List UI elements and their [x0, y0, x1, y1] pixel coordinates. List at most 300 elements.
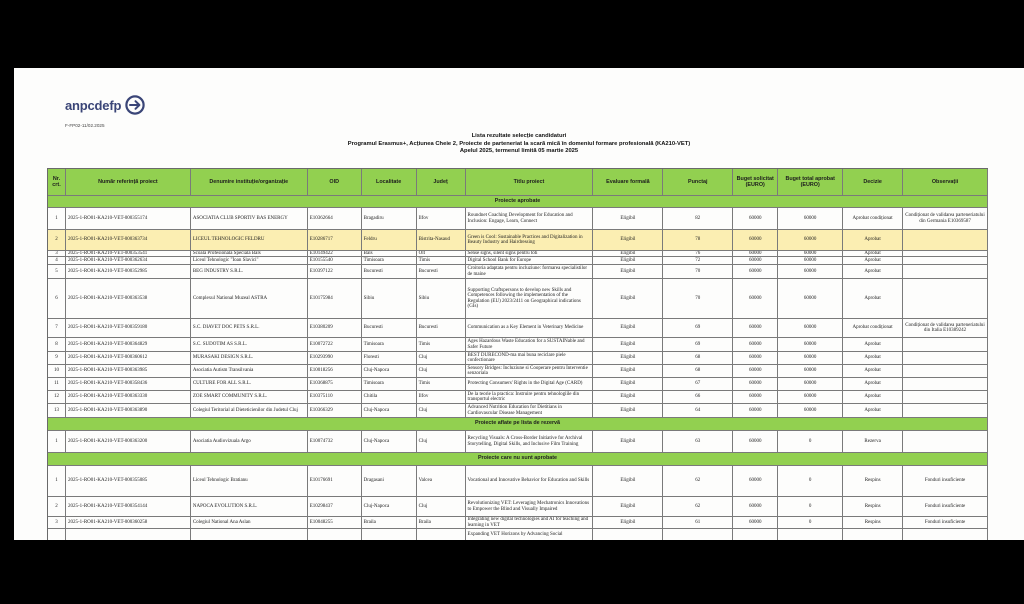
column-header-label: Județ: [433, 179, 448, 185]
cell-text: Eligibil: [620, 407, 636, 413]
cell-text: 60000: [748, 355, 762, 361]
cell-score: [663, 265, 733, 278]
cell-text: Eligibil: [620, 268, 636, 274]
table-header-row: [48, 169, 988, 196]
cell-text: 60000: [748, 268, 762, 274]
cell-reference: [66, 391, 191, 403]
table-row: [48, 208, 988, 230]
cell-project-title: [466, 529, 594, 540]
logo-text: anpcdefp: [65, 97, 122, 113]
cell-text: E10368875: [309, 381, 333, 387]
cell-text: 60000: [803, 215, 817, 221]
cell-county: [417, 279, 466, 318]
cell-formal-evaluation: [593, 319, 663, 337]
column-header-decision: [843, 169, 903, 195]
cell-requested-budget: [733, 404, 778, 417]
cell-text: 62: [695, 503, 701, 509]
cell-nr: [48, 208, 66, 229]
cell-notes: [903, 230, 988, 250]
cell-decision: [843, 378, 903, 390]
cell-formal-evaluation: [593, 529, 663, 540]
table-row: [48, 265, 988, 279]
table-row: [48, 391, 988, 404]
cell-text: Croitoria adaptata pentru incluziune: formarea specialistilor de maine: [467, 266, 588, 277]
section-heading-label: Proiecte aprobate: [494, 197, 541, 204]
table-row: [48, 230, 988, 251]
cell-locality: [362, 230, 417, 250]
cell-text: BEST DURECOND-ma mai buna reciclare piele confectionare: [467, 352, 566, 363]
cell-locality: [362, 365, 417, 377]
cell-text: CULTURE FOR ALL S.R.L.: [192, 381, 252, 387]
column-header-label: Punctaj: [688, 179, 708, 185]
cell-organization: [191, 319, 308, 337]
cell-score: [663, 365, 733, 377]
cell-oid: [308, 230, 362, 250]
cell-text: Aprobat: [864, 394, 881, 400]
table-row: [48, 378, 988, 391]
column-header-label: Buget solicitat (EURO): [736, 176, 774, 188]
cell-text: 2025-1-RO01-KA210-VET-000359180: [67, 325, 148, 331]
cell-locality: [362, 251, 417, 256]
cell-reference: [66, 431, 191, 452]
cell-decision: [843, 517, 903, 528]
cell-text: 60000: [803, 407, 817, 413]
cell-approved-budget: [778, 257, 843, 264]
cell-nr: [48, 529, 66, 540]
column-header-label: Buget total aprobat (EURO): [785, 176, 835, 188]
cell-score: [663, 319, 733, 337]
cell-text: Bucuresti: [418, 268, 438, 274]
cell-decision: [843, 257, 903, 264]
cell-nr: [48, 431, 66, 452]
cell-text: ZOE SMART COMMUNITY S.R.L.: [192, 394, 268, 400]
cell-notes: [903, 378, 988, 390]
cell-text: Dragasani: [363, 478, 384, 484]
cell-approved-budget: [778, 251, 843, 256]
cell-text: 60000: [803, 251, 817, 256]
cell-approved-budget: [778, 466, 843, 496]
cell-notes: [903, 431, 988, 452]
cell-requested-budget: [733, 365, 778, 377]
cell-text: E10375110: [309, 394, 333, 400]
cell-approved-budget: [778, 497, 843, 516]
cell-notes: [903, 319, 988, 337]
cell-text: 60000: [803, 268, 817, 274]
cell-text: Advanced Nutrition Education for Dietitians in Cardiovascular Disease Management: [467, 405, 562, 416]
cell-text: Respins: [864, 503, 881, 509]
cell-county: [417, 352, 466, 364]
cell-text: Revolutionizing VET: Leveraging Mechatronics Innovations to Empower the Blind and Visually Impaired: [467, 501, 590, 512]
cell-text: 10: [53, 368, 59, 374]
cell-formal-evaluation: [593, 378, 663, 390]
cell-decision: [843, 529, 903, 540]
table-row: [48, 466, 988, 497]
cell-text: 70: [695, 295, 701, 301]
cell-project-title: [466, 230, 594, 250]
cell-text: 2025-1-RO01-KA210-VET-000354144: [67, 503, 148, 509]
cell-text: Eligibil: [620, 251, 636, 256]
cell-county: [417, 431, 466, 452]
cell-text: S.C. SUDOTIM AS S.R.L.: [192, 341, 248, 347]
table-row: [48, 279, 988, 319]
cell-text: Eligibil: [620, 503, 636, 509]
cell-text: Bucuresti: [363, 325, 383, 331]
cell-project-title: [466, 378, 594, 390]
cell-approved-budget: [778, 529, 843, 540]
cell-notes: [903, 257, 988, 264]
cell-score: [663, 208, 733, 229]
cell-oid: [308, 251, 362, 256]
cell-text: Aprobat condiționat: [852, 325, 893, 331]
cell-organization: [191, 391, 308, 403]
cell-notes: [903, 279, 988, 318]
cell-score: [663, 404, 733, 417]
cell-text: 13: [53, 407, 59, 413]
cell-requested-budget: [733, 378, 778, 390]
cell-approved-budget: [778, 230, 843, 250]
cell-text: Fonduri insuficiente: [924, 478, 966, 484]
cell-text: Colegiul Teritorial al Dieteticienilor din Judetul Cluj: [192, 407, 298, 413]
arrow-circle-icon: [125, 95, 145, 115]
cell-text: BEG INDUSTRY S.R.L.: [192, 268, 244, 274]
cell-text: Aprobat: [864, 368, 881, 374]
cell-text: Cluj-Napoca: [363, 438, 390, 444]
document-page: [14, 68, 1024, 540]
cell-text: Eligibil: [620, 355, 636, 361]
cell-text: 2: [55, 237, 58, 243]
cell-text: Bistrita-Nasaud: [418, 237, 450, 243]
title-line-2: Programul Erasmus+, Acțiunea Cheie 2, Proiecte de parteneriat la scară mică în domeniul formare profesională (KA210-VET): [347, 140, 691, 147]
cell-locality: [362, 352, 417, 364]
cell-text: 2: [55, 503, 58, 509]
cell-score: [663, 529, 733, 540]
cell-formal-evaluation: [593, 431, 663, 452]
cell-text: Asociatia Audiovizuala Argo: [192, 438, 251, 444]
cell-oid: [308, 529, 362, 540]
cell-nr: [48, 279, 66, 318]
section-heading: [48, 418, 988, 430]
cell-text: 60000: [803, 368, 817, 374]
cell-nr: [48, 404, 66, 417]
cell-reference: [66, 208, 191, 229]
cell-requested-budget: [733, 251, 778, 256]
section-heading-row: [48, 418, 988, 431]
cell-text: 64: [695, 407, 701, 413]
cell-text: Bucuresti: [418, 325, 438, 331]
cell-nr: [48, 230, 66, 250]
cell-formal-evaluation: [593, 265, 663, 278]
cell-nr: [48, 257, 66, 264]
cell-text: Cluj: [418, 407, 428, 413]
cell-requested-budget: [733, 338, 778, 351]
cell-text: Eligibil: [620, 478, 636, 484]
cell-text: 78: [695, 237, 701, 243]
cell-text: 60000: [803, 295, 817, 301]
cell-text: E10362664: [309, 215, 333, 221]
cell-text: 2025-1-RO01-KA210-VET-000360258: [67, 519, 148, 525]
cell-text: 4: [55, 257, 58, 263]
cell-approved-budget: [778, 352, 843, 364]
cell-formal-evaluation: [593, 466, 663, 496]
cell-requested-budget: [733, 352, 778, 364]
cell-score: [663, 497, 733, 516]
cell-formal-evaluation: [593, 391, 663, 403]
table-row: [48, 517, 988, 529]
cell-requested-budget: [733, 279, 778, 318]
cell-text: 60000: [803, 394, 817, 400]
table-row: [48, 352, 988, 365]
cell-text: E10366329: [309, 407, 333, 413]
cell-text: E10074732: [309, 438, 333, 444]
cell-text: Bals: [363, 251, 373, 256]
cell-organization: [191, 279, 308, 318]
cell-text: 9: [55, 355, 58, 361]
cell-project-title: [466, 404, 594, 417]
cell-text: Ilfov: [418, 215, 429, 221]
cell-project-title: [466, 338, 594, 351]
cell-reference: [66, 517, 191, 528]
cell-text: 60000: [748, 325, 762, 331]
cell-nr: [48, 378, 66, 390]
cell-text: 3: [55, 251, 58, 256]
cell-text: Aprobat: [864, 407, 881, 413]
cell-text: Colegiul National Ana Aslan: [192, 519, 251, 525]
cell-text: Digital School Bank for Europe: [467, 257, 532, 263]
cell-county: [417, 338, 466, 351]
cell-reference: [66, 279, 191, 318]
cell-formal-evaluation: [593, 257, 663, 264]
cell-text: 67: [695, 381, 701, 387]
cell-county: [417, 378, 466, 390]
cell-text: Roundnet Coaching Development for Education and Inclusion: Engage, Learn, Connect: [467, 213, 573, 224]
cell-locality: [362, 257, 417, 264]
cell-text: 1: [55, 478, 58, 484]
cell-text: Asociatia Autism Transilvania: [192, 368, 254, 374]
cell-text: Aprobat: [864, 257, 881, 263]
cell-decision: [843, 365, 903, 377]
cell-locality: [362, 466, 417, 496]
cell-county: [417, 404, 466, 417]
cell-text: Eligibil: [620, 341, 636, 347]
cell-county: [417, 517, 466, 528]
cell-score: [663, 466, 733, 496]
cell-text: 72: [695, 257, 701, 263]
cell-oid: [308, 208, 362, 229]
cell-text: Eligibil: [620, 438, 636, 444]
section-heading: [48, 453, 988, 465]
cell-text: 2025-1-RO01-KA210-VET-000363734: [67, 237, 148, 243]
cell-notes: [903, 208, 988, 229]
cell-notes: [903, 251, 988, 256]
cell-organization: [191, 208, 308, 229]
cell-nr: [48, 466, 66, 496]
cell-text: 60000: [803, 257, 817, 263]
cell-text: Fonduri insuficiente: [924, 519, 966, 525]
cell-organization: [191, 378, 308, 390]
cell-text: 60000: [748, 341, 762, 347]
cell-text: 60000: [748, 519, 762, 525]
cell-text: 7: [55, 325, 58, 331]
cell-nr: [48, 338, 66, 351]
cell-reference: [66, 365, 191, 377]
cell-organization: [191, 338, 308, 351]
cell-organization: [191, 365, 308, 377]
cell-text: 6: [55, 295, 58, 301]
cell-text: 60000: [748, 478, 762, 484]
cell-nr: [48, 497, 66, 516]
cell-project-title: [466, 431, 594, 452]
column-header-score: [663, 169, 733, 195]
cell-organization: [191, 265, 308, 278]
cell-oid: [308, 257, 362, 264]
cell-notes: [903, 338, 988, 351]
table-row: [48, 257, 988, 265]
cell-text: Timisoara: [363, 257, 384, 263]
cell-text: Bragadiru: [363, 215, 384, 221]
cell-text: 2025-1-RO01-KA210-VET-000363200: [67, 438, 148, 444]
cell-text: Aprobat: [864, 381, 881, 387]
cell-notes: [903, 404, 988, 417]
cell-oid: [308, 404, 362, 417]
cell-text: 63: [695, 438, 701, 444]
cell-text: Aprobat: [864, 341, 881, 347]
cell-text: Aprobat condiționat: [852, 215, 893, 221]
column-header-label: Evaluare formală: [606, 179, 650, 185]
table-row: [48, 319, 988, 338]
column-header-label: Localitate: [376, 179, 402, 185]
cell-text: Cluj-Napoca: [363, 407, 390, 413]
cell-requested-budget: [733, 529, 778, 540]
cell-text: Vocational and Innovative Behavior for Education and Skills: [467, 478, 590, 484]
cell-formal-evaluation: [593, 365, 663, 377]
cell-text: 60000: [748, 368, 762, 374]
cell-county: [417, 265, 466, 278]
cell-text: Aprobat: [864, 237, 881, 243]
cell-text: Valcea: [418, 478, 432, 484]
cell-text: E10293990: [309, 355, 333, 361]
cell-text: Condiționat de validarea parteneriatului din Italia E10389242: [905, 322, 985, 333]
table-row: [48, 529, 988, 540]
cell-county: [417, 257, 466, 264]
cell-approved-budget: [778, 404, 843, 417]
cell-text: Timis: [418, 257, 431, 263]
cell-notes: [903, 352, 988, 364]
cell-locality: [362, 208, 417, 229]
cell-project-title: [466, 497, 594, 516]
cell-decision: [843, 497, 903, 516]
cell-oid: [308, 466, 362, 496]
cell-requested-budget: [733, 431, 778, 452]
cell-county: [417, 251, 466, 256]
cell-text: Liceul Tehnologic Bratianu: [192, 478, 248, 484]
cell-text: E10072722: [309, 341, 333, 347]
cell-text: 60000: [803, 355, 817, 361]
column-header-approved-budget: [778, 169, 843, 195]
cell-text: Condiționat de validarea parteneriatului din Germania E10369587: [905, 213, 985, 224]
cell-oid: [308, 279, 362, 318]
cell-organization: [191, 466, 308, 496]
cell-formal-evaluation: [593, 251, 663, 256]
cell-approved-budget: [778, 365, 843, 377]
cell-county: [417, 466, 466, 496]
cell-text: 60000: [748, 237, 762, 243]
cell-text: 2025-1-RO01-KA210-VET-000363985: [67, 368, 148, 374]
cell-text: Scoala Profesionala Speciala Bals: [192, 251, 261, 256]
cell-formal-evaluation: [593, 517, 663, 528]
cell-text: Eligibil: [620, 381, 636, 387]
cell-text: 12: [53, 394, 59, 400]
cell-text: 60000: [803, 341, 817, 347]
cell-text: Communication as a Key Element in Veterinary Medicine: [467, 325, 584, 331]
cell-county: [417, 365, 466, 377]
cell-approved-budget: [778, 391, 843, 403]
column-header-project-title: [466, 169, 594, 195]
table-row: [48, 404, 988, 418]
cell-text: Cluj-Napoca: [363, 503, 390, 509]
cell-text: 8: [55, 341, 58, 347]
cell-organization: [191, 497, 308, 516]
cell-organization: [191, 251, 308, 256]
column-header-label: Număr referință proiect: [98, 179, 158, 185]
cell-text: Braila: [418, 519, 431, 525]
table-row: [48, 431, 988, 453]
cell-text: 2025-1-RO01-KA210-VET-000358436: [67, 381, 148, 387]
cell-project-title: [466, 257, 594, 264]
cell-text: Aprobat: [864, 295, 881, 301]
cell-reference: [66, 319, 191, 337]
cell-text: 2025-1-RO01-KA210-VET-000363538: [67, 295, 148, 301]
cell-text: 60000: [748, 381, 762, 387]
cell-text: 69: [695, 325, 701, 331]
cell-text: Timisoara: [363, 341, 384, 347]
section-heading-row: [48, 196, 988, 208]
cell-text: E10149422: [309, 251, 333, 256]
cell-text: 2025-1-RO01-KA210-VET-000353541: [67, 251, 148, 256]
cell-text: Complexul National Muzeal ASTRA: [192, 295, 268, 301]
column-header-label: Observații: [931, 179, 959, 185]
cell-text: De la teorie la practica: Instruire pentru tehnologiile din transportul electric: [467, 391, 580, 402]
column-header-reference: [66, 169, 191, 195]
cell-text: S.C. DIAVET DOC PETS S.R.L.: [192, 325, 260, 331]
cell-text: 60000: [748, 407, 762, 413]
cell-oid: [308, 338, 362, 351]
cell-text: Sibiu: [418, 295, 430, 301]
cell-text: Rezerva: [864, 438, 881, 444]
cell-text: 1: [55, 215, 58, 221]
column-header-nr: [48, 169, 66, 195]
cell-oid: [308, 391, 362, 403]
cell-text: 2025-1-RO01-KA210-VET-000352985: [67, 268, 148, 274]
cell-formal-evaluation: [593, 404, 663, 417]
cell-score: [663, 230, 733, 250]
cell-score: [663, 431, 733, 452]
cell-nr: [48, 265, 66, 278]
cell-nr: [48, 517, 66, 528]
cell-project-title: [466, 466, 594, 496]
cell-requested-budget: [733, 497, 778, 516]
cell-text: Eligibil: [620, 325, 636, 331]
cell-oid: [308, 319, 362, 337]
cell-text: E10286717: [309, 237, 333, 243]
cell-text: 0: [808, 503, 812, 509]
cell-project-title: [466, 365, 594, 377]
column-header-requested-budget: [733, 169, 778, 195]
cell-locality: [362, 378, 417, 390]
cell-text: 70: [695, 268, 701, 274]
cell-text: 5: [55, 268, 58, 274]
cell-oid: [308, 431, 362, 452]
cell-organization: [191, 529, 308, 540]
